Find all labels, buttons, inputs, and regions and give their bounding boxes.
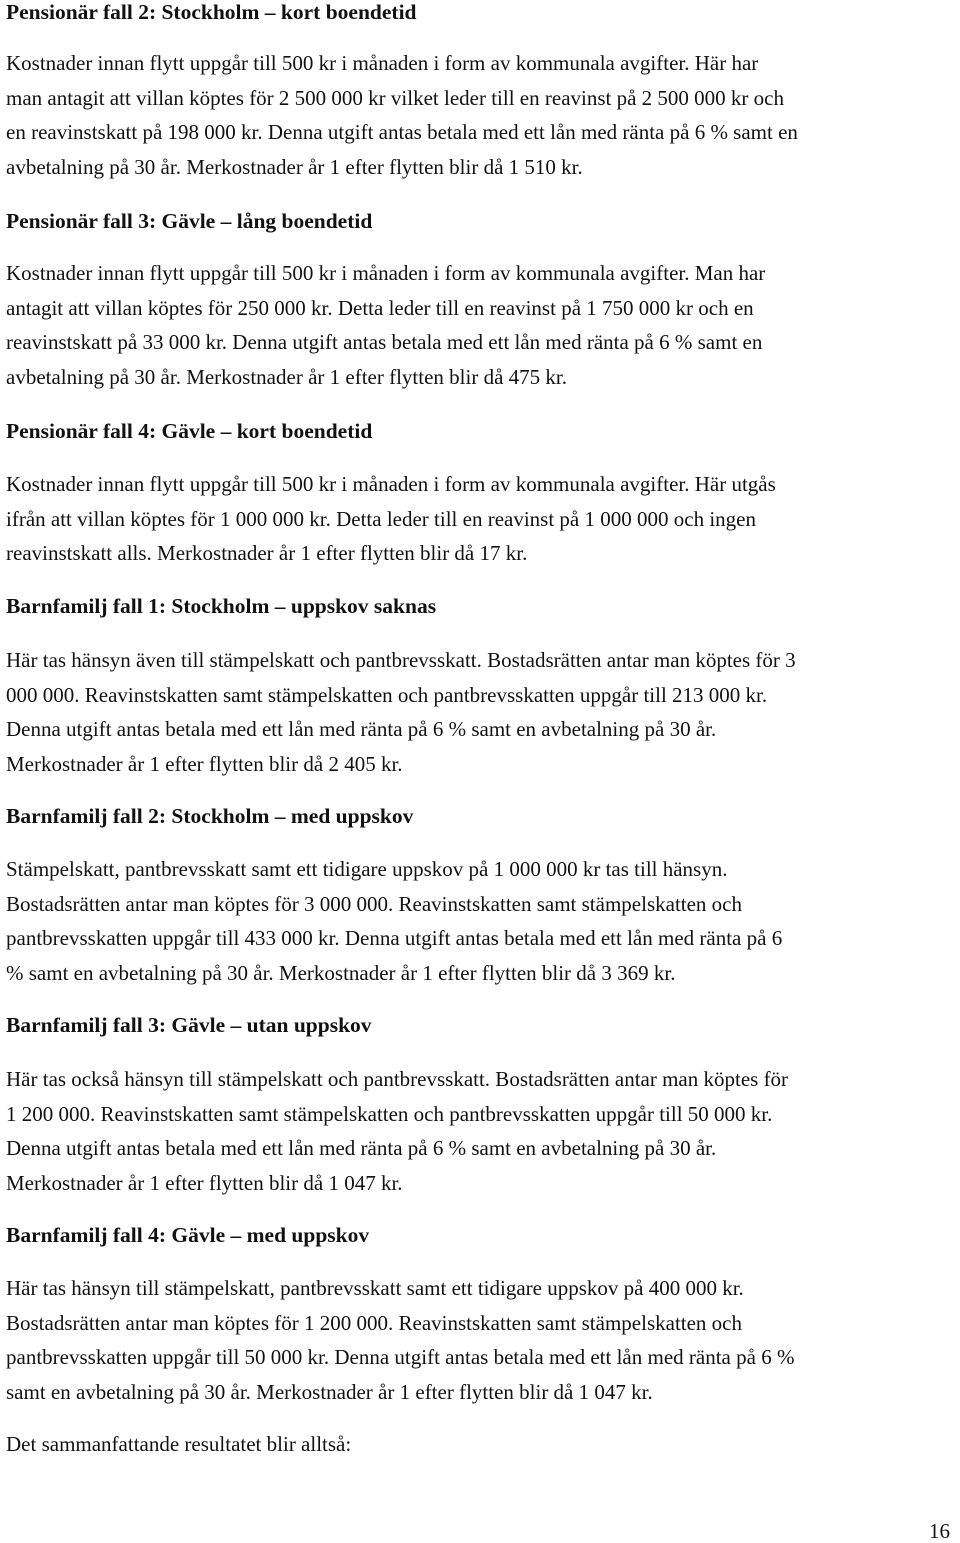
section-paragraph bbox=[6, 852, 782, 990]
section-heading: Barnfamilj fall 2: Stockholm – med uppskov bbox=[6, 804, 414, 828]
paragraph-line: samt en avbetalning på 30 år. Merkostnader år 1 efter flytten blir då 1 047 kr. bbox=[6, 1379, 653, 1404]
paragraph-line: antagit att villan köptes för 250 000 kr. Detta leder till en reavinst på 1 750 000 kr och en bbox=[6, 295, 754, 320]
paragraph-line: Kostnader innan flytt uppgår till 500 kr i månaden i form av kommunala avgifter. Här utgås bbox=[6, 472, 776, 496]
paragraph-line: Denna utgift antas betala med ett lån med ränta på 6 % samt en avbetalning på 30 år. bbox=[6, 717, 717, 742]
paragraph-line: ifrån att villan köptes för 1 000 000 kr. Detta leder till en reavinst på 1 000 000 och ingen bbox=[6, 506, 756, 531]
section-heading: Pensionär fall 3: Gävle – lång boendetid bbox=[6, 209, 373, 233]
paragraph-line: % samt en avbetalning på 30 år. Merkostnader år 1 efter flytten blir då 3 369 kr. bbox=[6, 960, 676, 985]
section-heading: Barnfamilj fall 1: Stockholm – uppskov saknas bbox=[6, 594, 437, 618]
paragraph-line: avbetalning på 30 år. Merkostnader år 1 efter flytten blir då 1 510 kr. bbox=[6, 154, 583, 179]
section-paragraph bbox=[6, 1062, 788, 1200]
section-paragraph bbox=[6, 643, 796, 781]
section-heading: Barnfamilj fall 4: Gävle – med uppskov bbox=[6, 1223, 370, 1247]
paragraph-line: Denna utgift antas betala med ett lån med ränta på 6 % samt en avbetalning på 30 år. bbox=[6, 1136, 717, 1161]
paragraph-line: pantbrevsskatten uppgår till 433 000 kr. Denna utgift antas betala med ett lån med ränta på 6 bbox=[6, 926, 783, 951]
section-heading: Pensionär fall 2: Stockholm – kort boendetid bbox=[6, 0, 417, 24]
section-heading: Barnfamilj fall 3: Gävle – utan uppskov bbox=[6, 1013, 372, 1037]
paragraph-line: Här tas också hänsyn till stämpelskatt och pantbrevsskatt. Bostadsrätten antar man köptes för bbox=[6, 1067, 789, 1091]
paragraph-line: en reavinstskatt på 198 000 kr. Denna utgift antas betala med ett lån med ränta på 6 % samt en bbox=[6, 120, 798, 145]
paragraph-line: Här tas hänsyn till stämpelskatt, pantbrevsskatt samt ett tidigare uppskov på 400 000 kr. bbox=[6, 1276, 744, 1300]
paragraph-line: avbetalning på 30 år. Merkostnader år 1 efter flytten blir då 475 kr. bbox=[6, 364, 567, 389]
paragraph-line: Bostadsrätten antar man köptes för 1 200 000. Reavinstskatten samt stämpelskatten och bbox=[6, 1310, 743, 1335]
paragraph-line: man antagit att villan köptes för 2 500 000 kr vilket leder till en reavinst på 2 500 000 kr och bbox=[6, 85, 784, 110]
paragraph-line: 1 200 000. Reavinstskatten samt stämpelskatten och pantbrevsskatten uppgår till 50 000 kr. bbox=[6, 1101, 773, 1126]
paragraph-line: reavinstskatt på 33 000 kr. Denna utgift antas betala med ett lån med ränta på 6 % samt en bbox=[6, 330, 763, 355]
paragraph-line: Bostadsrätten antar man köptes för 3 000 000. Reavinstskatten samt stämpelskatten och bbox=[6, 891, 743, 916]
section-paragraph bbox=[6, 46, 798, 184]
section-heading: Pensionär fall 4: Gävle – kort boendetid bbox=[6, 419, 373, 443]
paragraph-line: 000 000. Reavinstskatten samt stämpelskatten och pantbrevsskatten uppgår till 213 000 kr. bbox=[6, 682, 768, 707]
paragraph-line: Kostnader innan flytt uppgår till 500 kr i månaden i form av kommunala avgifter. Man har bbox=[6, 261, 766, 285]
paragraph-line: Merkostnader år 1 efter flytten blir då 2 405 kr. bbox=[6, 751, 403, 776]
section-paragraph bbox=[6, 467, 776, 571]
page-number: 16 bbox=[929, 1519, 950, 1543]
paragraph-line: Stämpelskatt, pantbrevsskatt samt ett tidigare uppskov på 1 000 000 kr tas till hänsyn. bbox=[6, 857, 728, 881]
paragraph-line: reavinstskatt alls. Merkostnader år 1 efter flytten blir då 17 kr. bbox=[6, 541, 528, 566]
paragraph-line: Kostnader innan flytt uppgår till 500 kr i månaden i form av kommunala avgifter. Här har bbox=[6, 51, 759, 75]
paragraph-line: Merkostnader år 1 efter flytten blir då 1 047 kr. bbox=[6, 1170, 403, 1195]
section-paragraph bbox=[6, 1271, 794, 1409]
paragraph-line: pantbrevsskatten uppgår till 50 000 kr. Denna utgift antas betala med ett lån med ränta på 6 % bbox=[6, 1345, 795, 1370]
paragraph-line: Här tas hänsyn även till stämpelskatt och pantbrevsskatt. Bostadsrätten antar man köptes för 3 bbox=[6, 648, 796, 672]
section-paragraph bbox=[6, 256, 765, 394]
closing-text: Det sammanfattande resultatet blir alltså: bbox=[6, 1432, 352, 1456]
